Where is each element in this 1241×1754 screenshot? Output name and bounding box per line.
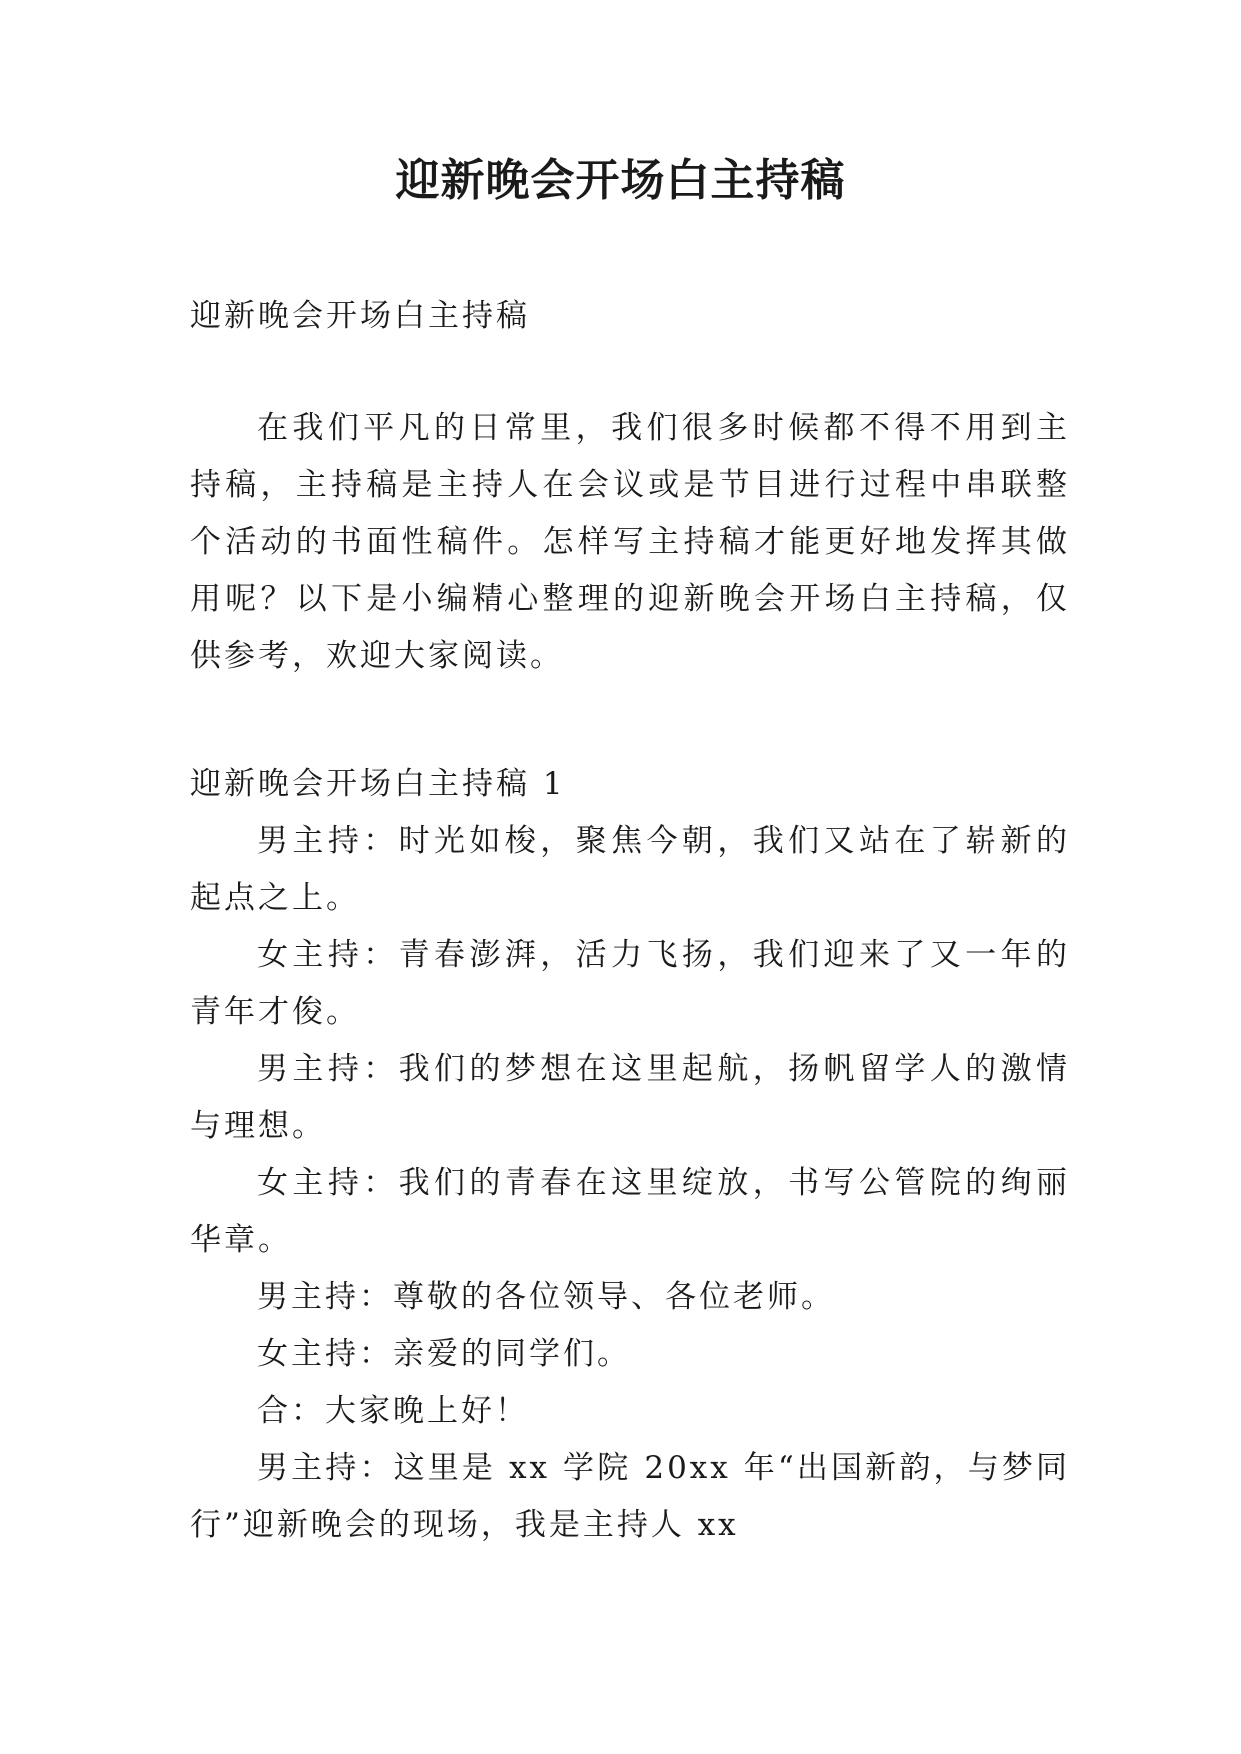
dialogue-line: 男主持：时光如梭，聚焦今朝，我们又站在了崭新的起点之上。	[190, 823, 1070, 916]
document-title: 迎新晚会开场白主持稿	[395, 155, 846, 206]
dialogue-line: 男主持：我们的梦想在这里起航，扬帆留学人的激情与理想。	[190, 1051, 1070, 1144]
section-heading: 迎新晚会开场白主持稿 1	[190, 766, 566, 802]
dialogue-block	[190, 813, 1070, 1554]
dialogue-line: 男主持：尊敬的各位领导、各位老师。	[257, 1279, 835, 1315]
document-subtitle: 迎新晚会开场白主持稿	[190, 298, 530, 334]
dialogue-line: 合：大家晚上好！	[257, 1393, 529, 1429]
dialogue-line: 男主持：这里是 xx 学院 20xx 年“出国新韵，与梦同行”迎新晚会的现场，我是主持人 xx	[190, 1450, 1070, 1543]
intro-paragraph: 在我们平凡的日常里，我们很多时候都不得不用到主持稿，主持稿是主持人在会议或是节目进行过程中串联整个活动的书面性稿件。怎样写主持稿才能更好地发挥其做用呢？以下是小编精心整理的迎新晚会开场白主持稿，仅供参考，欢迎大家阅读。	[190, 410, 1070, 674]
dialogue-line: 女主持：青春澎湃，活力飞扬，我们迎来了又一年的青年才俊。	[190, 937, 1070, 1030]
dialogue-line: 女主持：亲爱的同学们。	[257, 1336, 631, 1372]
dialogue-line: 女主持：我们的青春在这里绽放，书写公管院的绚丽华章。	[190, 1165, 1070, 1258]
